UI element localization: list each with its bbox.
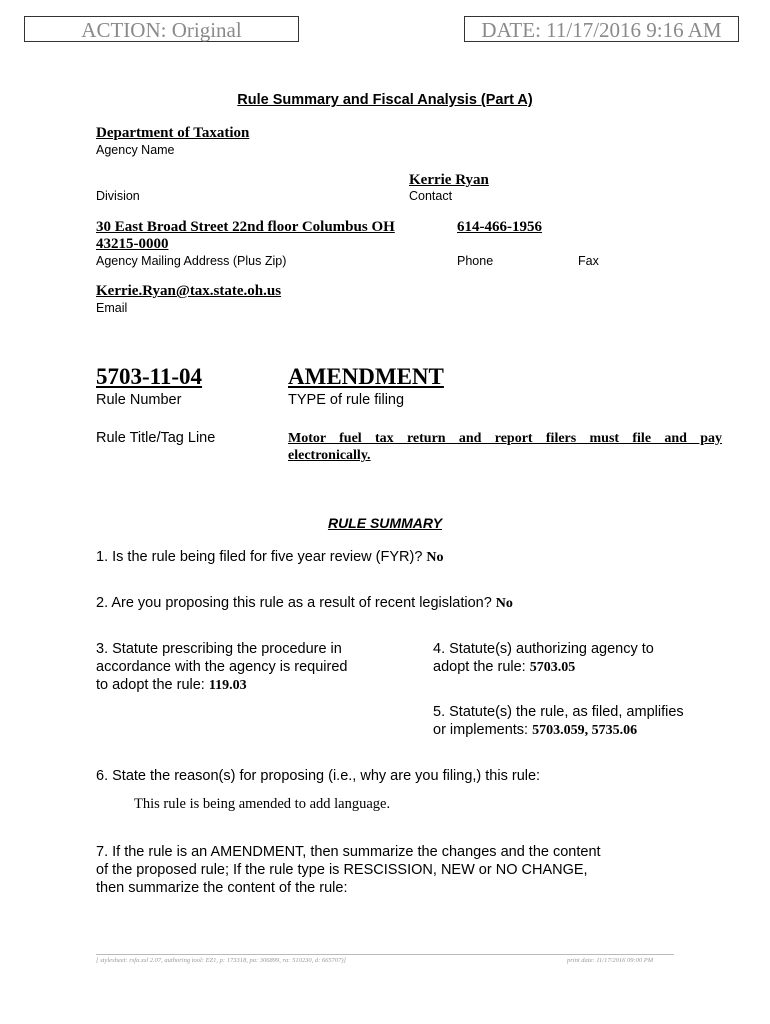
question-5-line-2: or implements:: [433, 722, 529, 738]
question-3: [96, 640, 347, 695]
contact-label: Contact: [409, 189, 453, 203]
question-2-text: 2. Are you proposing this rule as a result of recent legislation?: [96, 595, 492, 611]
phone-label: Phone: [457, 254, 494, 268]
question-3-answer: 119.03: [208, 678, 247, 693]
rule-type-label: TYPE of rule filing: [288, 392, 405, 408]
question-7-line-1: 7. If the rule is an AMENDMENT, then summarize the changes and the content: [96, 844, 601, 860]
fax-label: Fax: [578, 254, 599, 268]
question-1-text: 1. Is the rule being filed for five year review (FYR)?: [96, 549, 423, 565]
footer-rule: [96, 954, 674, 955]
rule-number-label: Rule Number: [96, 392, 182, 408]
rule-title-label: Rule Title/Tag Line: [96, 430, 216, 446]
question-1: [96, 548, 444, 567]
contact-value: Kerrie Ryan: [409, 172, 489, 188]
rule-title-value: [288, 430, 722, 464]
address-line-1: 30 East Broad Street 22nd floor Columbus OH: [96, 219, 395, 235]
rule-type-value: AMENDMENT: [288, 364, 444, 389]
question-3-line-2: accordance with the agency is required: [96, 659, 348, 675]
date-box: [464, 16, 739, 42]
rule-number-value: 5703-11-04: [96, 364, 203, 389]
action-box: [24, 16, 299, 42]
rule-title-line-2: electronically.: [288, 448, 371, 463]
question-6-answer: This rule is being amended to add language.: [134, 796, 391, 812]
question-5: [433, 703, 684, 740]
phone-value: 614-466-1956: [457, 219, 542, 235]
email-value: Kerrie.Ryan@tax.state.oh.us: [96, 283, 282, 299]
question-2-answer: No: [495, 596, 513, 611]
footer-print-date: print date: 11/17/2016 09:00 PM: [567, 957, 654, 964]
action-label: ACTION: Original: [81, 18, 242, 42]
address-label: Agency Mailing Address (Plus Zip): [96, 254, 287, 268]
page-title: Rule Summary and Fiscal Analysis (Part A): [237, 92, 533, 108]
date-label: DATE: 11/17/2016 9:16 AM: [481, 18, 722, 42]
question-6-text: 6. State the reason(s) for proposing (i.e., why are you filing,) this rule:: [96, 768, 541, 784]
email-label: Email: [96, 301, 128, 315]
agency-name-label: Agency Name: [96, 143, 175, 157]
question-7: [96, 843, 601, 897]
agency-name-value: Department of Taxation: [96, 125, 250, 141]
question-2: [96, 594, 513, 613]
division-label: Division: [96, 189, 140, 203]
question-4-line-1: 4. Statute(s) authorizing agency to: [433, 641, 654, 657]
rule-summary-heading: RULE SUMMARY: [327, 515, 443, 531]
address-line-2: 43215-0000: [96, 236, 169, 252]
question-4: [433, 640, 654, 677]
question-4-line-2: adopt the rule:: [433, 659, 526, 675]
question-5-line-1: 5. Statute(s) the rule, as filed, amplifies: [433, 704, 684, 720]
question-3-line-3: to adopt the rule:: [96, 677, 205, 693]
question-1-answer: No: [426, 550, 444, 565]
question-7-line-2: of the proposed rule; If the rule type is RESCISSION, NEW or NO CHANGE,: [96, 862, 588, 878]
rule-title-line-1: Motor fuel tax return and report filers must file and pay: [288, 431, 722, 446]
question-3-line-1: 3. Statute prescribing the procedure in: [96, 641, 342, 657]
question-4-answer: 5703.05: [529, 660, 576, 675]
question-5-answer: 5703.059, 5735.06: [532, 723, 638, 738]
address-value: [96, 219, 395, 253]
question-7-line-3: then summarize the content of the rule:: [96, 880, 348, 896]
footer-stylesheet-info: [ stylesheet: rsfa.xsl 2.07, authoring tool: EZ1, p: 173318, pa: 306899, ra: 510230, d: 665707)]: [96, 957, 347, 964]
